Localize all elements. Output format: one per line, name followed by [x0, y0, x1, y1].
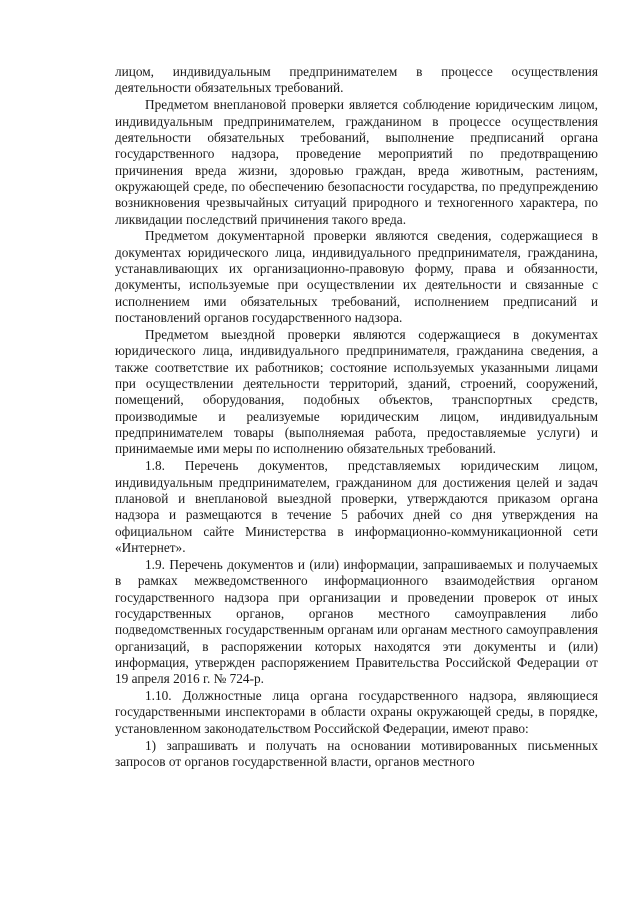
paragraph-continuation: лицом, индивидуальным предпринимателем в процессе осуществления деятельности обязательных требований.: [115, 64, 598, 96]
paragraph-section-1-9: 1.9. Перечень документов и (или) информации, запрашиваемых и получаемых в рамках межведомственного информационного взаимодействия органом государственного надзора при организации и проведении проверок от иных государственных органов, органов местного самоуправления либо подведомственных государственным органам или органам местного самоуправления организаций, в распоряжении которых находятся эти документы и (или) информация, утвержден распоряжением Правительства Российской Федерации от 19 апреля 2016 г. № 724-р.: [115, 556, 598, 687]
paragraph-unscheduled-inspection: Предметом внеплановой проверки является соблюдение юридическим лицом, индивидуальным предпринимателем, гражданином в процессе осуществления деятельности обязательных требований, выполнение предписаний органа государственного надзора, проведение мероприятий по предотвращению причинения вреда жизни, здоровью граждан, вреда животным, растениям, окружающей среде, по обеспечению безопасности государства, по предупреждению возникновения чрезвычайных ситуаций природного и техногенного характера, по ликвидации последствий причинения такого вреда.: [115, 97, 598, 227]
paragraph-section-1-10: 1.10. Должностные лица органа государственного надзора, являющиеся государственными инспекторами в области охраны окружающей среды, в порядке, установленном законодательством Российской Федерации, имеют право:: [115, 688, 598, 736]
paragraph-onsite-inspection: Предметом выездной проверки являются содержащиеся в документах юридического лица, индивидуального предпринимателя, гражданина сведения, а также соответствие их работников; состояние используемых указанными лицами при осуществлении деятельности территорий, зданий, строений, сооружений, помещений, оборудования, подобных объектов, транспортных средств, производимые и реализуемые юридическим лицом, индивидуальным предпринимателем товары (выполняемая работа, предоставляемые услуги) и принимаемые ими меры по исполнению обязательных требований.: [115, 327, 598, 457]
paragraph-list-item-1: 1) запрашивать и получать на основании мотивированных письменных запросов от органов государственной власти, органов местного: [115, 737, 598, 769]
paragraph-documentary-inspection: Предметом документарной проверки являются сведения, содержащиеся в документах юридического лица, индивидуального предпринимателя, гражданина, устанавливающих их организационно-правовую форму, права и обязанности, документы, используемые при осуществлении их деятельности и связанные с исполнением ими обязательных требований, исполнением предписаний и постановлений органов государственного надзора.: [115, 228, 598, 326]
paragraph-section-1-8: 1.8. Перечень документов, представляемых юридическим лицом, индивидуальным предпринимателем, гражданином для достижения целей и задач плановой и внеплановой выездной проверки, утверждаются приказом органа надзора и размещаются в течение 5 рабочих дней со дня утверждения на официальном сайте Министерства в информационно-коммуникационной сети «Интернет».: [115, 458, 598, 555]
